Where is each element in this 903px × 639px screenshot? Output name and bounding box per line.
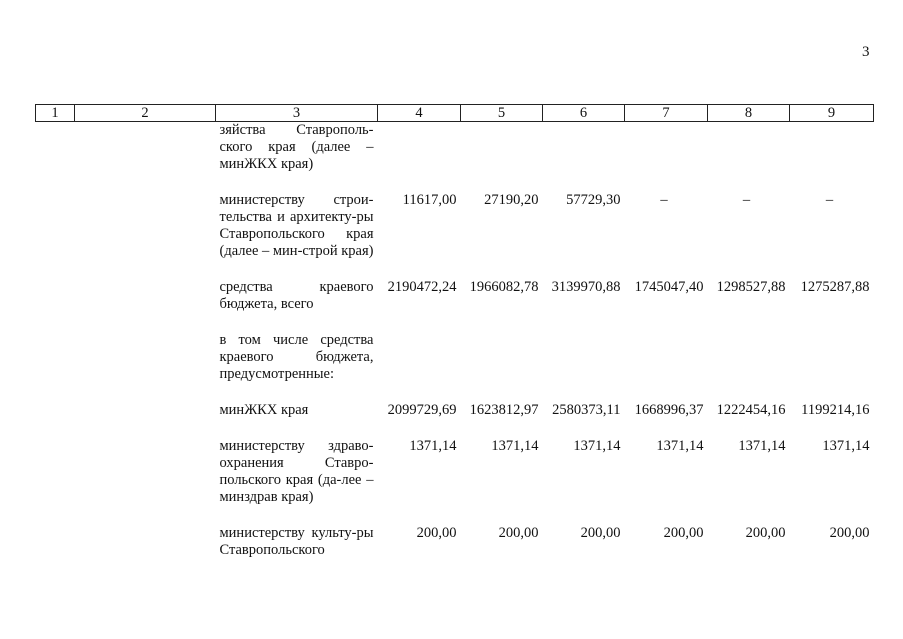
- row-value-2023: 1371,14: [738, 438, 786, 454]
- row-spacer: [36, 383, 874, 402]
- row-value-2020: 1371,14: [491, 438, 539, 454]
- row-value-2023: –: [742, 192, 751, 208]
- row-value-2020: [461, 122, 543, 174]
- header-col-6: 6: [543, 105, 625, 122]
- row-value-2024: 1199214,16: [801, 402, 870, 418]
- row-description-text: минЖКХ края: [219, 402, 309, 418]
- row-value-2019: 2190472,24: [387, 279, 457, 295]
- budget-table: [35, 104, 874, 559]
- row-value-2023: 1222454,16: [716, 402, 786, 418]
- row-spacer: [36, 313, 874, 332]
- row-col-2: [75, 402, 216, 419]
- row-value-2022: –: [660, 192, 668, 208]
- row-col-1: [36, 122, 75, 174]
- table-row: [36, 122, 874, 174]
- row-col-1: [36, 279, 75, 313]
- header-col-8: 8: [708, 105, 790, 122]
- row-description: [216, 525, 378, 559]
- row-value-2024: –: [825, 192, 834, 208]
- spacer-cell: [36, 173, 874, 192]
- row-value-2021: 3139970,88: [551, 279, 621, 295]
- table-row: [36, 402, 874, 419]
- row-col-1: [36, 332, 75, 383]
- row-value-2019: 11617,00: [402, 192, 457, 208]
- row-col-2: [75, 279, 216, 313]
- row-value-2021: 200,00: [580, 525, 621, 541]
- row-value-2024: 1371,14: [822, 438, 870, 454]
- row-description: [216, 402, 378, 419]
- header-col-3: 3: [216, 105, 378, 122]
- row-col-1: [36, 525, 75, 559]
- row-spacer: [36, 419, 874, 438]
- table-header: [36, 105, 874, 122]
- row-description-text: министерству здраво-охранения Ставро-польского края (да-лее – минздрав края): [219, 438, 374, 505]
- header-col-7: 7: [625, 105, 708, 122]
- row-description-text: зяйства Ставрополь-ского края (далее – минЖКХ края): [219, 122, 374, 172]
- header-col-1: 1: [36, 105, 75, 122]
- row-value-2020: 200,00: [498, 525, 539, 541]
- spacer-cell: [36, 383, 874, 402]
- table-row: [36, 438, 874, 506]
- row-value-2019: [378, 332, 461, 383]
- row-col-1: [36, 438, 75, 506]
- row-value-2023: 1298527,88: [716, 279, 786, 295]
- row-spacer: [36, 506, 874, 525]
- row-spacer: [36, 173, 874, 192]
- row-value-2022: 1745047,40: [634, 279, 704, 295]
- spacer-cell: [36, 260, 874, 279]
- row-description-text: министерству строи-тельства и архитекту-ры Ставропольского края (далее – мин-строй края): [219, 192, 374, 259]
- row-value-2022: [625, 332, 708, 383]
- row-value-2023: [708, 332, 790, 383]
- row-value-2023: [708, 122, 790, 174]
- table-body: [36, 122, 874, 560]
- row-value-2019: 1371,14: [409, 438, 457, 454]
- row-value-2024: [790, 332, 874, 383]
- row-value-2024: 1275287,88: [800, 279, 870, 295]
- header-col-2: 2: [75, 105, 216, 122]
- row-value-2019: 200,00: [416, 525, 457, 541]
- row-description-text: министерству культу-ры Ставропольского: [219, 525, 374, 558]
- row-value-2020: 1623812,97: [469, 402, 539, 418]
- row-col-2: [75, 438, 216, 506]
- row-description-text: средства краевого бюджета, всего: [219, 279, 374, 312]
- row-value-2022: [625, 122, 708, 174]
- row-value-2020: [461, 332, 543, 383]
- page-number: 3: [862, 44, 870, 60]
- row-col-2: [75, 192, 216, 260]
- header-row: [36, 105, 874, 122]
- table-row: [36, 525, 874, 559]
- row-description: [216, 192, 378, 260]
- row-value-2021: 1371,14: [573, 438, 621, 454]
- header-col-4: 4: [378, 105, 461, 122]
- row-col-2: [75, 332, 216, 383]
- row-spacer: [36, 260, 874, 279]
- header-col-9: 9: [790, 105, 874, 122]
- row-value-2022: 1371,14: [656, 438, 704, 454]
- row-description: [216, 122, 378, 174]
- row-value-2021: [543, 332, 625, 383]
- spacer-cell: [36, 313, 874, 332]
- row-value-2022: 1668996,37: [634, 402, 704, 418]
- spacer-cell: [36, 419, 874, 438]
- row-value-2024: 200,00: [829, 525, 870, 541]
- row-value-2020: 27190,20: [484, 192, 539, 208]
- row-value-2019: 2099729,69: [387, 402, 457, 418]
- row-col-2: [75, 525, 216, 559]
- row-value-2019: [378, 122, 461, 174]
- row-value-2023: 200,00: [745, 525, 786, 541]
- row-description: [216, 438, 378, 506]
- header-col-5: 5: [461, 105, 543, 122]
- row-value-2024: [790, 122, 874, 174]
- table-row: [36, 279, 874, 313]
- row-description-text: в том числе средства краевого бюджета, предусмотренные:: [219, 332, 374, 382]
- row-description: [216, 332, 378, 383]
- row-col-2: [75, 122, 216, 174]
- row-value-2021: 2580373,11: [552, 402, 621, 418]
- table-row: [36, 192, 874, 260]
- row-value-2022: 200,00: [663, 525, 704, 541]
- row-description: [216, 279, 378, 313]
- row-value-2021: 57729,30: [566, 192, 621, 208]
- spacer-cell: [36, 506, 874, 525]
- row-value-2021: [543, 122, 625, 174]
- row-col-1: [36, 402, 75, 419]
- row-value-2020: 1966082,78: [469, 279, 539, 295]
- row-col-1: [36, 192, 75, 260]
- table-row: [36, 332, 874, 383]
